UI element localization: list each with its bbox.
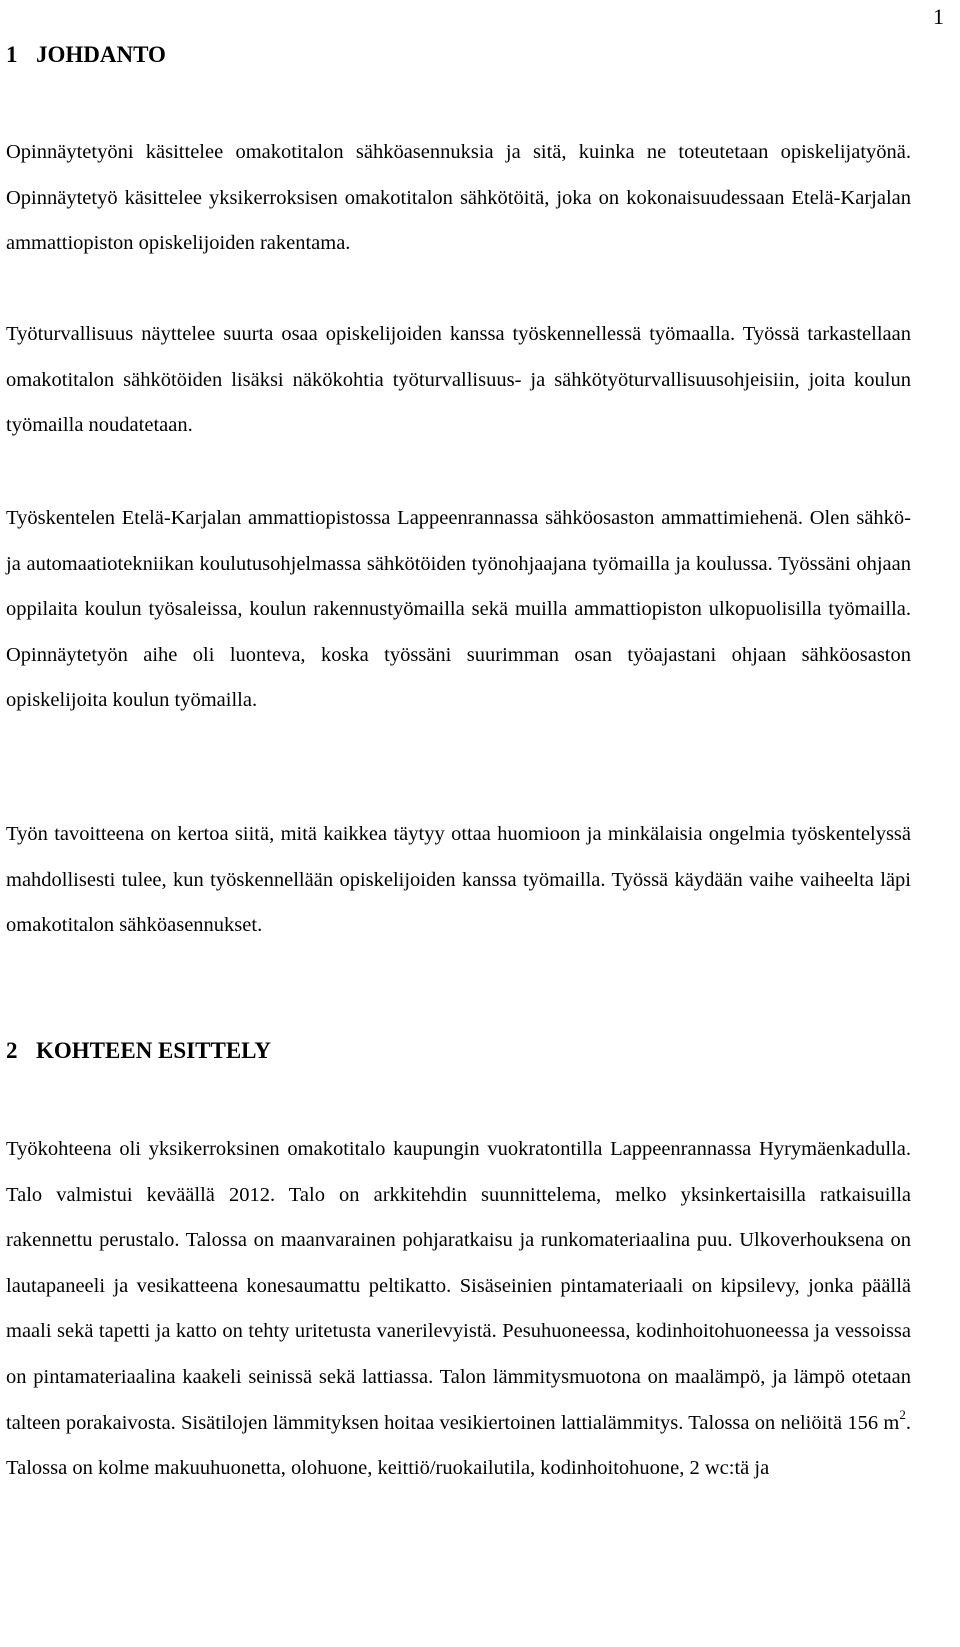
superscript-exponent: 2 xyxy=(899,1406,906,1422)
section-1-number: 1 xyxy=(6,42,18,67)
section-1-title: JOHDANTO xyxy=(36,42,166,67)
section-2-title: KOHTEEN ESITTELY xyxy=(36,1038,271,1063)
section-2-number: 2 xyxy=(6,1038,18,1063)
page-number: 1 xyxy=(933,4,944,29)
section-1-paragraph-3: Työskentelen Etelä-Karjalan ammattiopistossa Lappeenrannassa sähköosaston ammattimiehenä. Olen sähkö- ja automaatiotekniikan koulutusohjelmassa sähkötöiden työnohjaajana työmailla ja koulussa. Työssäni ohjaan oppilaita koulun työsaleissa, koulun rakennustyömailla sekä muilla ammattiopiston ulkopuolisilla työmailla. Opinnäytetyön aihe oli luonteva, koska työssäni suurimman osan työajastani ohjaan sähköosaston opiskelijoita koulun työmailla. xyxy=(6,507,911,712)
section-2-heading xyxy=(6,1038,271,1064)
section-1-paragraph-2: Työturvallisuus näyttelee suurta osaa opiskelijoiden kanssa työskennellessä työmaalla. Työssä tarkastellaan omakotitalon sähkötöiden lisäksi näkökohtia työturvallisuus- ja sähkötyöturvallisuusohjeisiin, joita koulun työmailla noudatetaan. xyxy=(6,323,911,437)
section-1-paragraph-1: Opinnäytetyöni käsittelee omakotitalon sähköasennuksia ja sitä, kuinka ne toteutetaan opiskelijatyönä. Opinnäytetyö käsittelee yksikerroksisen omakotitalon sähkötöitä, joka on kokonaisuudessaan Etelä-Karjalan ammattiopiston opiskelijoiden rakentama. xyxy=(6,141,911,255)
section-2-paragraph-continuation: . Talossa on kolme makuuhuonetta, olohuone, keittiö/ruokailutila, kodinhoitohuone, 2 wc:tä ja xyxy=(6,1411,911,1480)
section-1-paragraph-4: Työn tavoitteena on kertoa siitä, mitä kaikkea täytyy ottaa huomioon ja minkälaisia ongelmia työskentelyssä mahdollisesti tulee, kun työskennellään opiskelijoiden kanssa työmailla. Työssä käydään vaihe vaiheelta läpi omakotitalon sähköasennukset. xyxy=(6,823,911,937)
section-2-paragraph-1 xyxy=(6,1127,911,1492)
section-2-paragraph-text: Työkohteena oli yksikerroksinen omakotitalo kaupungin vuokratontilla Lappeenrannassa Hyrymäenkadulla. Talo valmistui keväällä 2012. Talo on arkkitehdin suunnittelema, melko yksinkertaisilla ratkaisuilla rakennettu perustalo. Talossa on maanvarainen pohjaratkaisu ja runkomateriaalina puu. Ulkoverhouksena on lautapaneeli ja vesikatteena konesaumattu peltikatto. Sisäseinien pintamateriaali on kipsilevy, jonka päällä maali sekä tapetti ja katto on tehty uritetusta vanerilevyistä. Pesuhuoneessa, kodinhoitohuoneessa ja vessoissa on pintamateriaalina kaakeli seinissä sekä lattiassa. Talon lämmitysmuotona on maalämpö, ja lämpö otetaan talteen porakaivosta. Sisätilojen lämmityksen hoitaa vesikiertoinen lattialämmitys. Talossa on neliöitä 156 m xyxy=(6,1138,911,1434)
section-1-heading xyxy=(6,42,166,68)
